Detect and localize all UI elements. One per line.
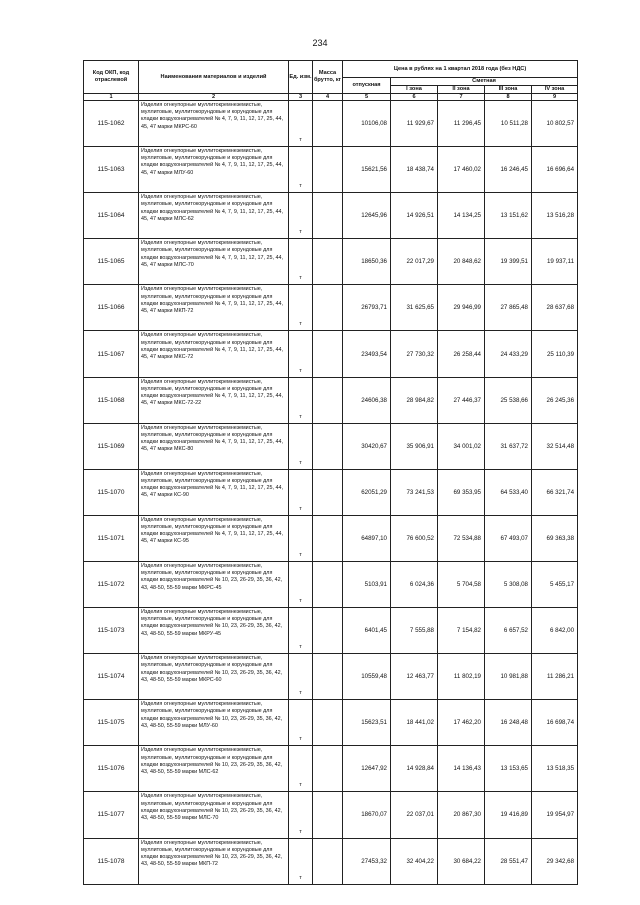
- row-mass: [313, 700, 343, 746]
- row-code: 115-1068: [84, 377, 139, 423]
- row-zone4-price: 69 363,38: [532, 515, 578, 561]
- row-unit: т: [289, 193, 313, 239]
- row-name: Изделия огнеупорные муллитокремнеземистые, муллитовые, муллитокорундовые и корундовые для кладки воздухонагревателей № 4, 7, 9, 11, 12, 17, 25, 44, 45, 47 марки КС-95: [139, 515, 289, 561]
- row-name: Изделия огнеупорные муллитокремнеземистые, муллитовые, муллитокорундовые и корундовые для кладки воздухонагревателей № 10, 23, 26-29, 35, 36, 42, 43, 48-50, 55-59 марки МЛС-62: [139, 746, 289, 792]
- row-zone1-price: 28 984,82: [391, 377, 438, 423]
- table-row: [84, 561, 578, 607]
- row-code: 115-1064: [84, 193, 139, 239]
- row-release-price: 10106,08: [343, 101, 391, 147]
- row-code: 115-1076: [84, 746, 139, 792]
- row-zone1-price: 18 438,74: [391, 147, 438, 193]
- row-zone2-price: 7 154,82: [438, 608, 485, 654]
- header-zone1: I зона: [391, 86, 438, 94]
- row-zone2-price: 17 460,02: [438, 147, 485, 193]
- row-zone3-price: 10 511,28: [485, 101, 532, 147]
- row-release-price: 5103,91: [343, 561, 391, 607]
- row-code: 115-1063: [84, 147, 139, 193]
- column-number: 6: [391, 94, 438, 101]
- header-zone3: III зона: [485, 86, 532, 94]
- row-code: 115-1072: [84, 561, 139, 607]
- header-unit: Ед. изм.: [289, 61, 313, 94]
- row-zone2-price: 20 848,62: [438, 239, 485, 285]
- row-zone3-price: 24 433,29: [485, 331, 532, 377]
- header-code: Код ОКП, код отраслевой: [84, 61, 139, 94]
- row-release-price: 62051,29: [343, 469, 391, 515]
- row-mass: [313, 147, 343, 193]
- table-row: [84, 608, 578, 654]
- row-zone3-price: 19 399,51: [485, 239, 532, 285]
- row-mass: [313, 423, 343, 469]
- row-zone3-price: 67 493,07: [485, 515, 532, 561]
- row-zone2-price: 72 534,88: [438, 515, 485, 561]
- row-mass: [313, 746, 343, 792]
- row-code: 115-1065: [84, 239, 139, 285]
- row-zone3-price: 31 637,72: [485, 423, 532, 469]
- row-mass: [313, 654, 343, 700]
- row-name: Изделия огнеупорные муллитокремнеземистые, муллитовые, муллитокорундовые и корундовые для кладки воздухонагревателей № 10, 23, 26-29, 35, 36, 42, 43, 48-50, 55-59 марки МКРС-45: [139, 561, 289, 607]
- row-mass: [313, 792, 343, 838]
- table-row: [84, 469, 578, 515]
- table-row: [84, 838, 578, 884]
- row-zone2-price: 27 446,37: [438, 377, 485, 423]
- row-release-price: 15623,51: [343, 700, 391, 746]
- row-code: 115-1071: [84, 515, 139, 561]
- row-zone3-price: 6 657,52: [485, 608, 532, 654]
- row-zone4-price: 11 286,21: [532, 654, 578, 700]
- header-release: отпускная: [343, 78, 391, 94]
- column-number: 5: [343, 94, 391, 101]
- row-unit: т: [289, 101, 313, 147]
- row-code: 115-1062: [84, 101, 139, 147]
- table-row: [84, 239, 578, 285]
- row-unit: т: [289, 746, 313, 792]
- table-body: [84, 101, 578, 885]
- row-unit: т: [289, 561, 313, 607]
- column-number: 2: [139, 94, 289, 101]
- row-mass: [313, 101, 343, 147]
- header-zone4: IV зона: [532, 86, 578, 94]
- column-number: 9: [532, 94, 578, 101]
- row-unit: т: [289, 515, 313, 561]
- row-zone4-price: 5 455,17: [532, 561, 578, 607]
- table-row: [84, 285, 578, 331]
- row-zone4-price: 66 321,74: [532, 469, 578, 515]
- column-number: 7: [438, 94, 485, 101]
- row-code: 115-1077: [84, 792, 139, 838]
- row-zone4-price: 25 110,39: [532, 331, 578, 377]
- row-zone1-price: 76 600,52: [391, 515, 438, 561]
- row-mass: [313, 331, 343, 377]
- table-header: [84, 61, 578, 94]
- row-release-price: 30420,67: [343, 423, 391, 469]
- row-mass: [313, 193, 343, 239]
- row-zone2-price: 14 134,25: [438, 193, 485, 239]
- row-zone3-price: 13 153,65: [485, 746, 532, 792]
- row-code: 115-1066: [84, 285, 139, 331]
- header-estimate: Сметная: [391, 78, 578, 86]
- row-zone1-price: 14 928,84: [391, 746, 438, 792]
- row-zone4-price: 19 954,97: [532, 792, 578, 838]
- row-code: 115-1067: [84, 331, 139, 377]
- row-name: Изделия огнеупорные муллитокремнеземистые, муллитовые, муллитокорундовые и корундовые для кладки воздухонагревателей № 10, 23, 26-29, 35, 36, 42, 43, 48-50, 55-59 марки МКП-72: [139, 838, 289, 884]
- row-unit: т: [289, 239, 313, 285]
- row-unit: т: [289, 331, 313, 377]
- row-release-price: 6401,45: [343, 608, 391, 654]
- row-code: 115-1078: [84, 838, 139, 884]
- row-release-price: 23493,54: [343, 331, 391, 377]
- row-mass: [313, 838, 343, 884]
- page-number: 234: [312, 38, 328, 48]
- table-row: [84, 654, 578, 700]
- row-unit: т: [289, 838, 313, 884]
- row-zone2-price: 20 867,30: [438, 792, 485, 838]
- row-code: 115-1070: [84, 469, 139, 515]
- row-zone1-price: 22 017,29: [391, 239, 438, 285]
- row-unit: т: [289, 147, 313, 193]
- row-code: 115-1075: [84, 700, 139, 746]
- row-zone4-price: 32 514,48: [532, 423, 578, 469]
- table-row: [84, 515, 578, 561]
- row-unit: т: [289, 700, 313, 746]
- column-number: 8: [485, 94, 532, 101]
- row-zone3-price: 25 538,66: [485, 377, 532, 423]
- column-number: 3: [289, 94, 313, 101]
- row-zone1-price: 73 241,53: [391, 469, 438, 515]
- table-row: [84, 377, 578, 423]
- row-zone4-price: 6 842,00: [532, 608, 578, 654]
- row-zone3-price: 28 551,47: [485, 838, 532, 884]
- row-name: Изделия огнеупорные муллитокремнеземистые, муллитовые, муллитокорундовые и корундовые для кладки воздухонагревателей № 4, 7, 9, 11, 12, 17, 25, 44, 45, 47 марки КС-90: [139, 469, 289, 515]
- row-zone4-price: 19 937,11: [532, 239, 578, 285]
- row-zone1-price: 22 037,01: [391, 792, 438, 838]
- row-zone2-price: 69 353,95: [438, 469, 485, 515]
- row-zone2-price: 11 296,45: [438, 101, 485, 147]
- column-numbers: [84, 94, 578, 101]
- row-name: Изделия огнеупорные муллитокремнеземистые, муллитовые, муллитокорундовые и корундовые для кладки воздухонагревателей № 4, 7, 9, 11, 12, 17, 25, 44, 45, 47 марки МЛС-62: [139, 193, 289, 239]
- row-unit: т: [289, 285, 313, 331]
- table-row: [84, 193, 578, 239]
- row-zone3-price: 64 533,40: [485, 469, 532, 515]
- row-name: Изделия огнеупорные муллитокремнеземистые, муллитовые, муллитокорундовые и корундовые для кладки воздухонагревателей № 4, 7, 9, 11, 12, 17, 25, 44, 45, 47 марки МЛУ-60: [139, 147, 289, 193]
- row-mass: [313, 285, 343, 331]
- row-release-price: 10559,48: [343, 654, 391, 700]
- row-mass: [313, 561, 343, 607]
- row-name: Изделия огнеупорные муллитокремнеземистые, муллитовые, муллитокорундовые и корундовые для кладки воздухонагревателей № 4, 7, 9, 11, 12, 17, 25, 44, 45, 47 марки МКРС-60: [139, 101, 289, 147]
- row-zone2-price: 17 462,20: [438, 700, 485, 746]
- row-zone4-price: 16 696,64: [532, 147, 578, 193]
- row-zone2-price: 11 802,19: [438, 654, 485, 700]
- row-zone1-price: 14 926,51: [391, 193, 438, 239]
- header-mass: Масса брутто, кг: [313, 61, 343, 94]
- row-zone3-price: 19 416,89: [485, 792, 532, 838]
- row-zone1-price: 7 555,88: [391, 608, 438, 654]
- row-zone4-price: 26 245,36: [532, 377, 578, 423]
- row-unit: т: [289, 469, 313, 515]
- price-table: [83, 60, 578, 885]
- row-release-price: 12645,96: [343, 193, 391, 239]
- row-zone4-price: 29 342,68: [532, 838, 578, 884]
- table-row: [84, 423, 578, 469]
- row-zone3-price: 10 981,88: [485, 654, 532, 700]
- row-name: Изделия огнеупорные муллитокремнеземистые, муллитовые, муллитокорундовые и корундовые для кладки воздухонагревателей № 10, 23, 26-29, 35, 36, 42, 43, 48-50, 55-59 марки МКРУ-45: [139, 608, 289, 654]
- row-zone2-price: 5 704,58: [438, 561, 485, 607]
- row-release-price: 15621,56: [343, 147, 391, 193]
- row-mass: [313, 515, 343, 561]
- row-zone1-price: 11 929,67: [391, 101, 438, 147]
- row-zone3-price: 13 151,62: [485, 193, 532, 239]
- row-mass: [313, 239, 343, 285]
- row-name: Изделия огнеупорные муллитокремнеземистые, муллитовые, муллитокорундовые и корундовые для кладки воздухонагревателей № 4, 7, 9, 11, 12, 17, 25, 44, 45, 47 марки МКС-72: [139, 331, 289, 377]
- row-release-price: 18650,36: [343, 239, 391, 285]
- table-row: [84, 700, 578, 746]
- row-unit: т: [289, 654, 313, 700]
- row-zone4-price: 10 802,57: [532, 101, 578, 147]
- row-release-price: 12647,92: [343, 746, 391, 792]
- table-row: [84, 147, 578, 193]
- row-zone2-price: 30 684,22: [438, 838, 485, 884]
- row-name: Изделия огнеупорные муллитокремнеземистые, муллитовые, муллитокорундовые и корундовые для кладки воздухонагревателей № 4, 7, 9, 11, 12, 17, 25, 44, 45, 47 марки МКС-80: [139, 423, 289, 469]
- row-release-price: 27453,32: [343, 838, 391, 884]
- row-mass: [313, 469, 343, 515]
- row-code: 115-1074: [84, 654, 139, 700]
- column-number: 4: [313, 94, 343, 101]
- row-unit: т: [289, 792, 313, 838]
- row-code: 115-1073: [84, 608, 139, 654]
- row-unit: т: [289, 423, 313, 469]
- row-zone1-price: 12 463,77: [391, 654, 438, 700]
- row-zone1-price: 32 404,22: [391, 838, 438, 884]
- row-name: Изделия огнеупорные муллитокремнеземистые, муллитовые, муллитокорундовые и корундовые для кладки воздухонагревателей № 4, 7, 9, 11, 12, 17, 25, 44, 45, 47 марки МКП-72: [139, 285, 289, 331]
- table-row: [84, 101, 578, 147]
- row-release-price: 18670,07: [343, 792, 391, 838]
- row-zone4-price: 13 518,35: [532, 746, 578, 792]
- row-name: Изделия огнеупорные муллитокремнеземистые, муллитовые, муллитокорундовые и корундовые для кладки воздухонагревателей № 10, 23, 26-29, 35, 36, 42, 43, 48-50, 55-59 марки МЛС-70: [139, 792, 289, 838]
- header-zone2: II зона: [438, 86, 485, 94]
- row-release-price: 64897,10: [343, 515, 391, 561]
- row-zone1-price: 31 625,65: [391, 285, 438, 331]
- header-price: Цена в рублях на 1 квартал 2018 года (без НДС): [343, 61, 578, 78]
- row-zone4-price: 16 698,74: [532, 700, 578, 746]
- row-name: Изделия огнеупорные муллитокремнеземистые, муллитовые, муллитокорундовые и корундовые для кладки воздухонагревателей № 4, 7, 9, 11, 12, 17, 25, 44, 45, 47 марки МКС-72-22: [139, 377, 289, 423]
- row-zone3-price: 27 865,48: [485, 285, 532, 331]
- row-mass: [313, 608, 343, 654]
- row-zone1-price: 18 441,02: [391, 700, 438, 746]
- table-row: [84, 792, 578, 838]
- row-zone1-price: 27 730,32: [391, 331, 438, 377]
- row-zone2-price: 26 258,44: [438, 331, 485, 377]
- column-number: 1: [84, 94, 139, 101]
- row-zone1-price: 6 024,36: [391, 561, 438, 607]
- row-zone4-price: 13 516,28: [532, 193, 578, 239]
- row-zone3-price: 16 248,48: [485, 700, 532, 746]
- row-unit: т: [289, 608, 313, 654]
- row-zone2-price: 14 136,43: [438, 746, 485, 792]
- row-release-price: 26793,71: [343, 285, 391, 331]
- header-name: Наименования материалов и изделий: [139, 61, 289, 94]
- row-zone3-price: 16 246,45: [485, 147, 532, 193]
- row-name: Изделия огнеупорные муллитокремнеземистые, муллитовые, муллитокорундовые и корундовые для кладки воздухонагревателей № 10, 23, 26-29, 35, 36, 42, 43, 48-50, 55-59 марки МЛУ-60: [139, 700, 289, 746]
- row-unit: т: [289, 377, 313, 423]
- table-row: [84, 746, 578, 792]
- row-release-price: 24606,38: [343, 377, 391, 423]
- row-zone2-price: 29 946,99: [438, 285, 485, 331]
- table-row: [84, 331, 578, 377]
- row-mass: [313, 377, 343, 423]
- row-zone4-price: 28 637,68: [532, 285, 578, 331]
- row-name: Изделия огнеупорные муллитокремнеземистые, муллитовые, муллитокорундовые и корундовые для кладки воздухонагревателей № 4, 7, 9, 11, 12, 17, 25, 44, 45, 47 марки МЛС-70: [139, 239, 289, 285]
- row-zone3-price: 5 308,08: [485, 561, 532, 607]
- row-zone1-price: 35 906,91: [391, 423, 438, 469]
- row-code: 115-1069: [84, 423, 139, 469]
- row-zone2-price: 34 001,02: [438, 423, 485, 469]
- row-name: Изделия огнеупорные муллитокремнеземистые, муллитовые, муллитокорундовые и корундовые для кладки воздухонагревателей № 10, 23, 26-29, 35, 36, 42, 43, 48-50, 55-59 марки МКРС-60: [139, 654, 289, 700]
